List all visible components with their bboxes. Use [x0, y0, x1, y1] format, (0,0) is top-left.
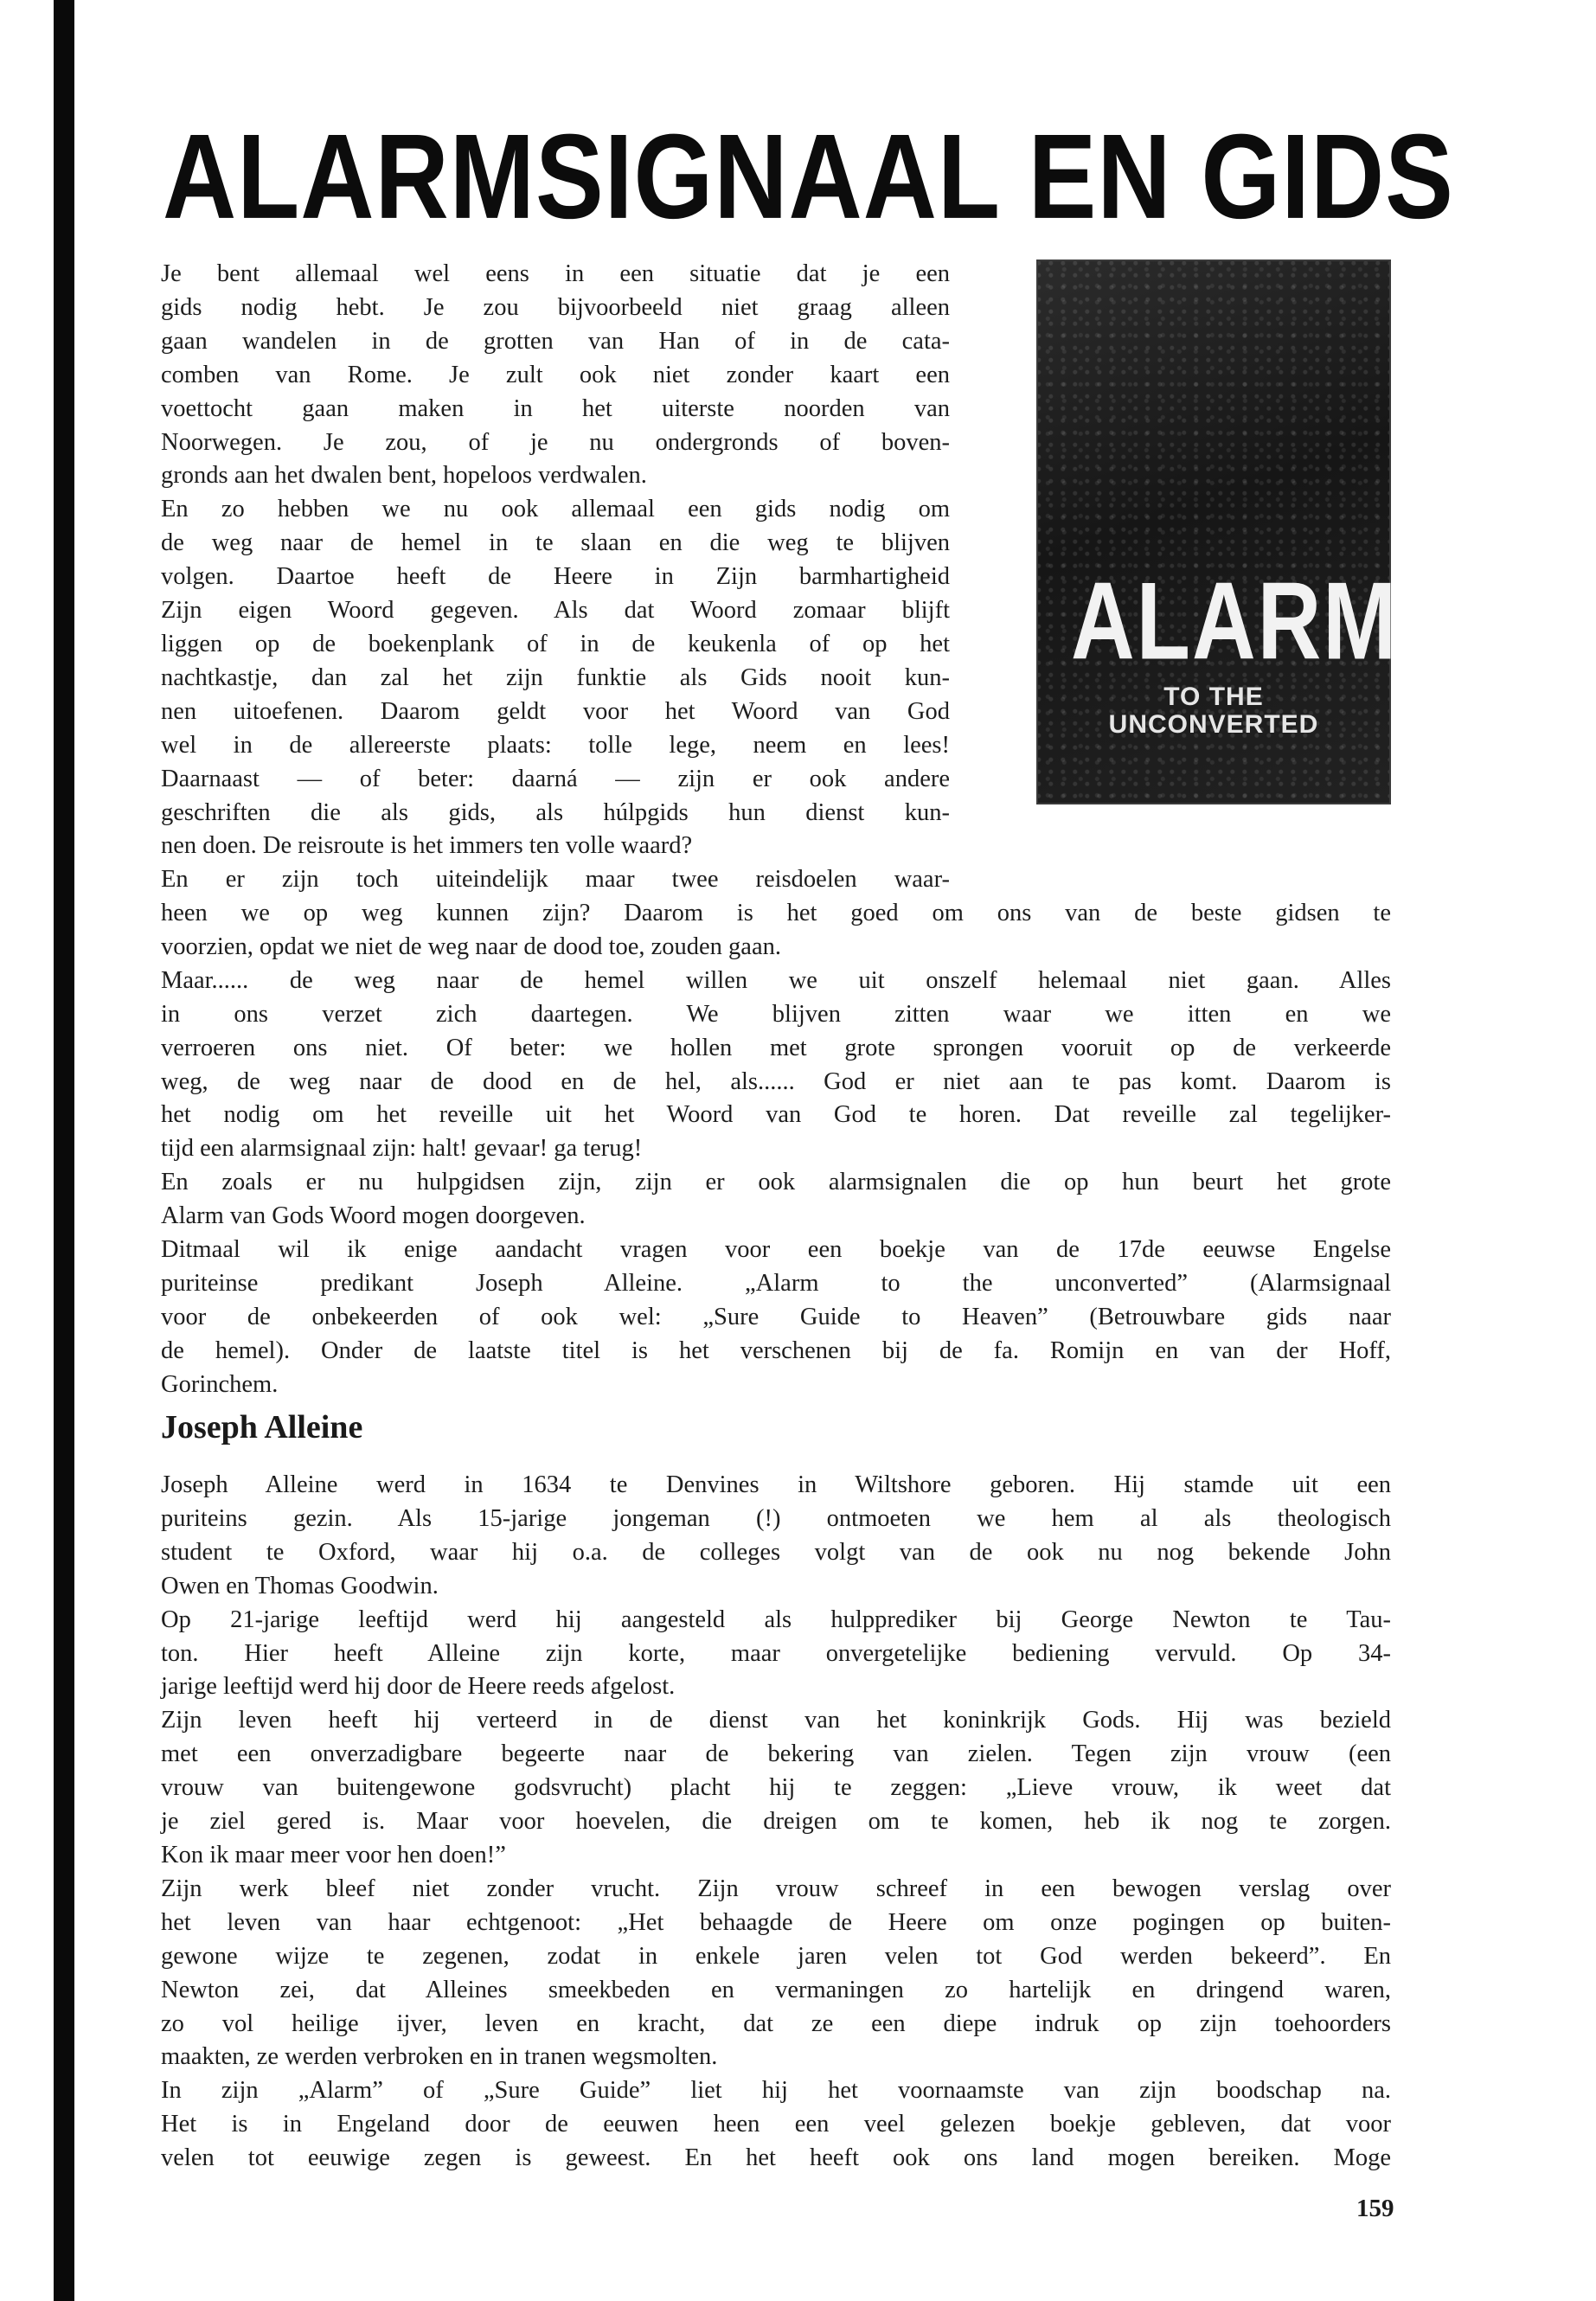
text-line: vrouw van buitengewone godsvrucht) placht hij te zeggen: „Lieve vrouw, ik weet dat: [161, 1774, 1391, 1802]
text-line: de weg naar de hemel in te slaan en die weg te blijven: [161, 529, 950, 557]
text-line: Zijn werk bleef niet zonder vrucht. Zijn vrouw schreef in een bewogen verslag over: [161, 1875, 1391, 1902]
text-line: geschriften die als gids, als húlpgids hun dienst kun-: [161, 798, 950, 826]
text-line: Het is in Engeland door de eeuwen heen een veel gelezen boekje gebleven, dat voor: [161, 2111, 1391, 2138]
text-line: met een onverzadigbare begeerte naar de bekering van zielen. Tegen zijn vrouw (een: [161, 1740, 1391, 1768]
text-line: heen we op weg kunnen zijn? Daarom is het goed om ons van de beste gidsen te: [161, 900, 1391, 926]
text-line: En zo hebben we nu ook allemaal een gids nodig om: [161, 496, 950, 523]
text-line: het leven van haar echtgenoot: „Het behaagde de Heere om onze pogingen op buiten-: [161, 1908, 1391, 1936]
text-line: puriteins gezin. Als 15-jarige jongeman (!) ontmoeten we hem al als theologisch: [161, 1504, 1391, 1532]
text-line: Zijn leven heeft hij verteerd in de dienst van het koninkrijk Gods. Hij was bezield: [161, 1707, 1391, 1734]
book-cover-image: [1036, 260, 1399, 804]
text-line: Zijn eigen Woord gegeven. Als dat Woord zomaar blijft: [161, 597, 950, 625]
text-line: tijd een alarmsignaal zijn: halt! gevaar! ga terug!: [161, 1135, 643, 1163]
text-line: de hemel). Onder de laatste titel is het verschenen bij de fa. Romijn en van der Hoff,: [161, 1336, 1391, 1364]
text-line: In zijn „Alarm” of „Sure Guide” liet hij het voornaamste van zijn boodschap na.: [161, 2077, 1391, 2105]
text-line: maakten, ze werden verbroken en in tranen wegsmolten.: [161, 2043, 718, 2071]
text-line: in ons verzet zich daartegen. We blijven zitten waar we itten en we: [161, 1000, 1391, 1028]
text-line: zo vol heilige ijver, leven en kracht, dat ze een diepe indruk op zijn toehoorders: [161, 2009, 1391, 2037]
text-line: student te Oxford, waar hij o.a. de colleges volgt van de ook nu nog bekende John: [161, 1538, 1391, 1566]
text-line: nen doen. De reisroute is het immers ten volle waard?: [161, 832, 693, 860]
text-line: Daarnaast — of beter: daarná — zijn er ook andere: [161, 765, 950, 792]
text-line: Op 21-jarige leeftijd werd hij aangesteld als hulpprediker bij George Newton te Tau-: [161, 1606, 1391, 1633]
section-heading: Joseph Alleine: [161, 1409, 363, 1445]
text-line: Alarm van Gods Woord mogen doorgeven.: [161, 1202, 586, 1230]
text-line: wel in de allereerste plaats: tolle lege, neem en lees!: [161, 731, 950, 759]
text-line: En er zijn toch uiteindelijk maar twee reisdoelen waar-: [161, 866, 950, 894]
text-line: jarige leeftijd werd hij door de Heere reeds afgelost.: [161, 1673, 676, 1701]
text-line: het nodig om het reveille uit het Woord van God te horen. Dat reveille zal tegelijker-: [161, 1101, 1391, 1129]
text-line: Gorinchem.: [161, 1370, 279, 1398]
text-line: weg, de weg naar de dood en de hel, als...... God er niet aan te pas komt. Daarom is: [161, 1067, 1391, 1095]
text-line: Kon ik maar meer voor hen doen!”: [161, 1841, 506, 1868]
text-line: je ziel gered is. Maar voor hoevelen, die dreigen om te komen, heb ik nog te zorgen.: [161, 1808, 1391, 1836]
article-title: ALARMSIGNAAL EN GIDS: [163, 109, 1454, 245]
text-line: gewone wijze te zegenen, zodat in enkele jaren velen tot God werden bekeerd”. En: [161, 1942, 1391, 1970]
text-line: Newton zei, dat Alleines smeekbeden en vermaningen zo hartelijk en dringend waren,: [161, 1976, 1391, 2003]
text-line: Noorwegen. Je zou, of je nu ondergronds of boven-: [161, 428, 950, 456]
intro-continuation: [161, 897, 1391, 1402]
text-line: Maar...... de weg naar de hemel willen we uit onszelf helemaal niet gaan. Alles: [161, 966, 1391, 994]
text-line: gaan wandelen in de grotten van Han of in de cata-: [161, 327, 950, 355]
text-line: liggen op de boekenplank of in de keukenla of op het: [161, 630, 950, 657]
text-line: Je bent allemaal wel eens in een situatie dat je een: [161, 260, 950, 287]
intro-paragraph: [161, 258, 950, 897]
text-line: Joseph Alleine werd in 1634 te Denvines in Wiltshore geboren. Hij stamde uit een: [161, 1471, 1391, 1498]
text-line: Ditmaal wil ik enige aandacht vragen voor een boekje van de 17de eeuwse Engelse: [161, 1236, 1391, 1264]
text-line: verroeren ons niet. Of beter: we hollen met grote sprongen vooruit op de verkeerde: [161, 1034, 1391, 1061]
text-line: voorzien, opdat we niet de weg naar de dood toe, zouden gaan.: [161, 933, 781, 960]
text-line: puriteinse predikant Joseph Alleine. „Alarm to the unconverted” (Alarmsignaal: [161, 1269, 1391, 1297]
text-line: En zoals er nu hulpgidsen zijn, zijn er ook alarmsignalen die op hun beurt het grote: [161, 1169, 1391, 1196]
book-cover-subtitle: TO THE UNCONVERTED: [1108, 683, 1319, 739]
text-line: voettocht gaan maken in het uiterste noorden van: [161, 394, 950, 422]
text-line: nen uitoefenen. Daarom geldt voor het Woord van God: [161, 697, 950, 725]
text-line: nachtkastje, dan zal het zijn funktie als Gids nooit kun-: [161, 663, 950, 691]
text-line: volgen. Daartoe heeft de Heere in Zijn barmhartigheid: [161, 563, 950, 591]
text-line: Owen en Thomas Goodwin.: [161, 1572, 439, 1599]
text-line: gronds aan het dwalen bent, hopeloos verdwalen.: [161, 462, 647, 490]
page-edge-bar: [54, 0, 74, 2301]
page-number: 159: [1356, 2195, 1394, 2222]
text-line: voor de onbekeerden of ook wel: „Sure Guide to Heaven” (Betrouwbare gids naar: [161, 1303, 1391, 1330]
text-line: gids nodig hebt. Je zou bijvoorbeeld niet graag alleen: [161, 293, 950, 321]
section-body: [161, 1469, 1391, 2176]
text-line: comben van Rome. Je zult ook niet zonder kaart een: [161, 361, 950, 388]
text-line: velen tot eeuwige zegen is geweest. En het heeft ook ons land mogen bereiken. Moge: [161, 2144, 1391, 2172]
book-cover-title: ALARM: [1071, 559, 1399, 683]
text-line: ton. Hier heeft Alleine zijn korte, maar onvergetelijke bediening vervuld. Op 34-: [161, 1639, 1391, 1667]
